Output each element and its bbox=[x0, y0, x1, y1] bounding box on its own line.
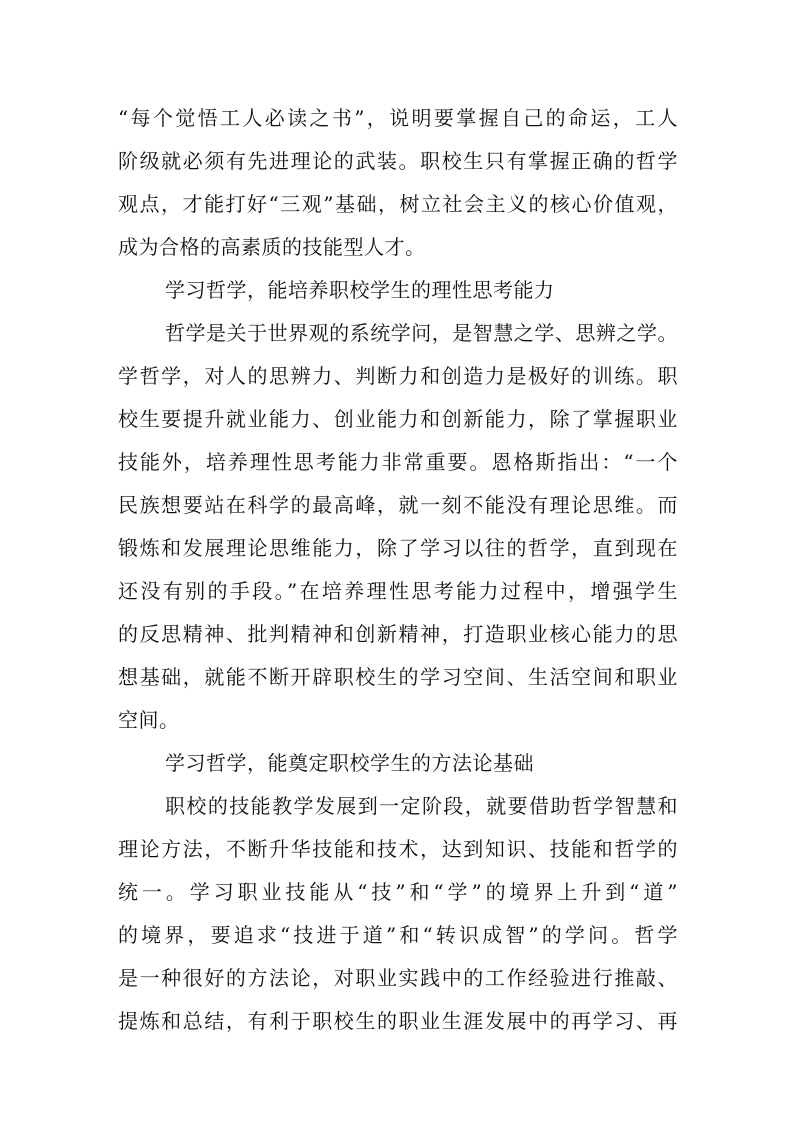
paragraph-line: 的反思精神、批判精神和创新精神，打造职业核心能力的思 bbox=[118, 622, 678, 646]
paragraph-line: 观点，才能打好“三观”基础，树立社会主义的核心价值观， bbox=[118, 192, 678, 216]
section-heading: 学习哲学，能奠定职校学生的方法论基础 bbox=[165, 751, 534, 775]
paragraph-line: 理论方法，不断升华技能和技术，达到知识、技能和哲学的 bbox=[118, 837, 678, 861]
paragraph-line: 锻炼和发展理论思维能力，除了学习以往的哲学，直到现在 bbox=[118, 536, 678, 560]
paragraph-line: 提炼和总结，有利于职校生的职业生涯发展中的再学习、再 bbox=[118, 1009, 678, 1033]
paragraph-line: 想基础，就能不断开辟职校生的学习空间、生活空间和职业 bbox=[118, 665, 678, 689]
paragraph-line: 成为合格的高素质的技能型人才。 bbox=[118, 235, 426, 259]
paragraph-line: “每个觉悟工人必读之书”，说明要掌握自己的命运，工人 bbox=[118, 106, 678, 130]
paragraph-line: 学哲学，对人的思辨力、判断力和创造力是极好的训练。职 bbox=[118, 364, 678, 388]
paragraph-line: 哲学是关于世界观的系统学问，是智慧之学、思辨之学。 bbox=[165, 321, 678, 345]
section-heading: 学习哲学，能培养职校学生的理性思考能力 bbox=[165, 278, 555, 302]
paragraph-line: 统一。学习职业技能从“技”和“学”的境界上升到“道” bbox=[118, 880, 678, 904]
paragraph-line: 技能外，培养理性思考能力非常重要。恩格斯指出：“一个 bbox=[118, 450, 678, 474]
paragraph-line: 民族想要站在科学的最高峰，就一刻不能没有理论思维。而 bbox=[118, 493, 678, 517]
paragraph-line: 是一种很好的方法论，对职业实践中的工作经验进行推敲、 bbox=[118, 966, 678, 990]
paragraph-line: 阶级就必须有先进理论的武装。职校生只有掌握正确的哲学 bbox=[118, 149, 678, 173]
paragraph-line: 还没有别的手段。”在培养理性思考能力过程中，增强学生 bbox=[118, 579, 678, 603]
paragraph-line: 的境界，要追求“技进于道”和“转识成智”的学问。哲学 bbox=[118, 923, 678, 947]
paragraph-line: 空间。 bbox=[118, 708, 180, 732]
paragraph-line: 校生要提升就业能力、创业能力和创新能力，除了掌握职业 bbox=[118, 407, 678, 431]
paragraph-line: 职校的技能教学发展到一定阶段，就要借助哲学智慧和 bbox=[165, 794, 678, 818]
